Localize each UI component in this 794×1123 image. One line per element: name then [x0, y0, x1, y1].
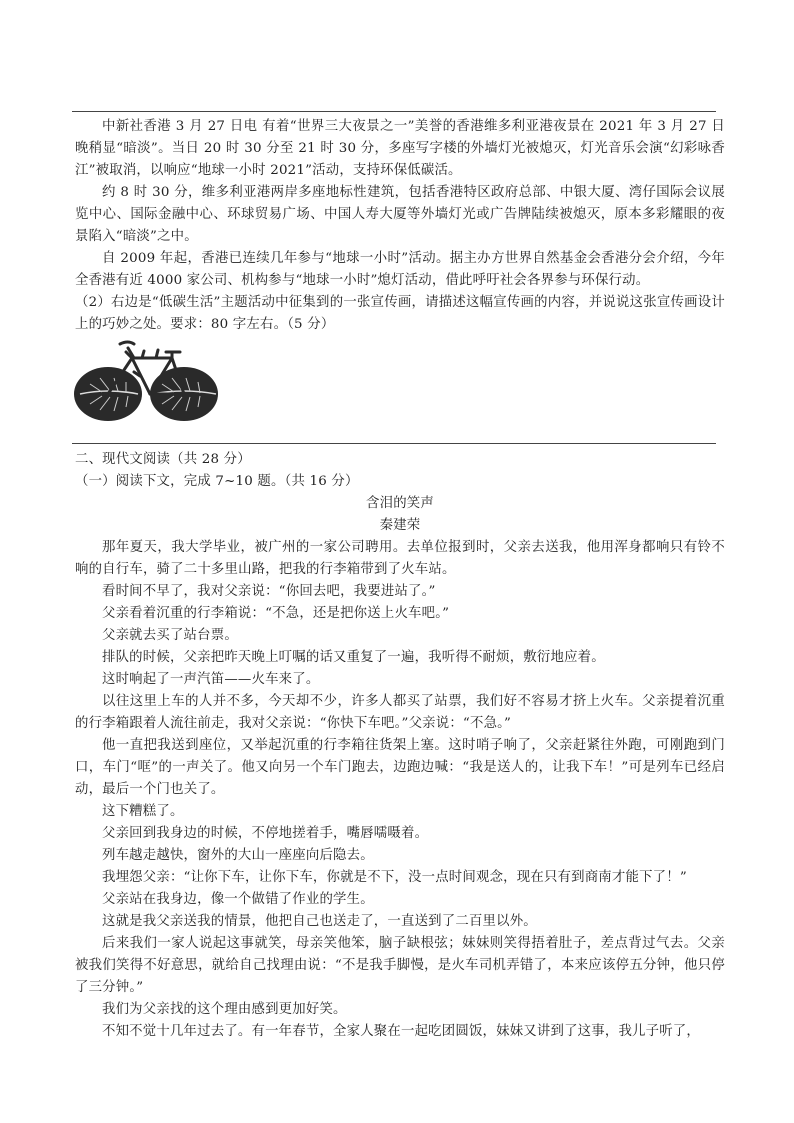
story-paragraph: 父亲就去买了站台票。: [102, 628, 238, 643]
story-paragraph: 父亲看着沉重的行李箱说：“不急，还是把你送上火车吧。”: [102, 606, 450, 621]
top-rule: [72, 111, 716, 112]
story-paragraph: 那年夏天，我大学毕业，被广州的一家公司聘用。去单位报到时，父亲去送我，他用浑身都响只有铃不响的自行车，骑了二十多里山路，把我的行李箱带到了火车站。: [75, 540, 725, 577]
leaf-bicycle-illustration: [72, 336, 220, 424]
story-paragraph: 我们为父亲找的这个理由感到更加好笑。: [102, 1002, 347, 1017]
story-paragraph: 我埋怨父亲：“让你下车，让你下车，你就是不下，没一点时间观念，现在只有到商南才能下了！”: [102, 870, 687, 885]
story-paragraph: 列车越走越快，窗外的大山一座座向后隐去。: [102, 848, 374, 863]
story-paragraph: 后来我们一家人说起这事就笑，母亲笑他笨，脑子缺根弦；妹妹则笑得捂着肚子，差点背过气去。父亲被我们笑得不好意思，就给自己找理由说：“不是我手脚慢，是火车司机弄错了，本来应该停五分钟，他只停了三分钟。”: [75, 936, 725, 995]
question-2: （2）右边是“低碳生活”主题活动中征集到的一张宣传画，请描述这幅宣传画的内容，并说说这张宣传画设计上的巧妙之处。要求：80 字左右。（5 分）: [75, 295, 725, 332]
story-paragraph: 排队的时候，父亲把昨天晚上叮嘱的话又重复了一遍，我听得不耐烦，敷衍地应着。: [102, 650, 605, 665]
news-excerpt: [75, 116, 725, 336]
story-paragraph: 这就是我父亲送我的情景，他把自己也送走了，一直送到了二百里以外。: [102, 914, 537, 929]
news-paragraph: 自 2009 年起，香港已连续几年参与“地球一小时”活动。据主办方世界自然基金会香港分会介绍，今年全香港有近 4000 家公司、机构参与“地球一小时”熄灯活动，借此呼吁社会各界参与环保行动。: [75, 251, 725, 288]
story-author: 秦建荣: [379, 518, 421, 533]
story-paragraph: 父亲回到我身边的时候，不停地搓着手，嘴唇嚅嗫着。: [102, 826, 429, 841]
story-paragraph: 不知不觉十几年过去了。有一年春节，全家人聚在一起吃团圆饭，妹妹又讲到了这事，我儿子听了，: [102, 1024, 700, 1039]
section-subheading: （一）阅读下文，完成 7~10 题。（共 16 分）: [75, 474, 359, 489]
news-paragraph: 约 8 时 30 分，维多利亚港两岸多座地标性建筑，包括香港特区政府总部、中银大厦、湾仔国际会议展览中心、国际金融中心、环球贸易广场、中国人寿大厦等外墙灯光或广告牌陆续被熄灭，原本多彩耀眼的夜景陷入“暗淡”之中。: [75, 185, 725, 244]
story-title: 含泪的笑声: [366, 496, 434, 511]
story-paragraph: 这下糟糕了。: [102, 804, 184, 819]
section-heading: 二、现代文阅读（共 28 分）: [75, 452, 251, 467]
news-paragraph: 中新社香港 3 月 27 日电 有着“世界三大夜景之一”美誉的香港维多利亚港夜景在 2021 年 3 月 27 日晚稍显“暗淡”。当日 20 时 30 分至 21 时 30 分，多座写字楼的外墙灯光被熄灭，灯光音乐会演“幻彩咏香江”被取消，以响应“地球一小时 2021”活动，支持环保低碳活。: [75, 119, 725, 178]
reading-section: [75, 449, 725, 1043]
story-paragraph: 父亲站在我身边，像一个做错了作业的学生。: [102, 892, 374, 907]
story-paragraph: 他一直把我送到座位，又举起沉重的行李箱往货架上塞。这时哨子响了，父亲赶紧往外跑，可刚跑到门口，车门“哐”的一声关了。他又向另一个车门跑去，边跑边喊：“我是送人的，让我下车！”可是列车已经启动，最后一个门也关了。: [75, 738, 725, 797]
story-paragraph: 以往这里上车的人并不多，今天却不少，许多人都买了站票，我们好不容易才挤上火车。父亲提着沉重的行李箱跟着人流往前走，我对父亲说：“你快下车吧。”父亲说：“不急。”: [75, 694, 725, 731]
story-paragraph: 这时响起了一声汽笛——火车来了。: [102, 672, 320, 687]
story-paragraph: 看时间不早了，我对父亲说：“你回去吧，我要进站了。”: [102, 584, 436, 599]
section-rule: [72, 443, 716, 444]
